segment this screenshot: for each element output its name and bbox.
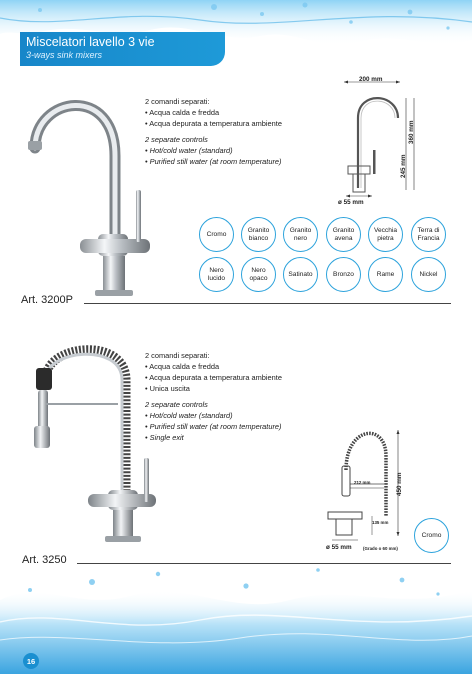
desc-line: 2 comandi separati: [145, 351, 210, 360]
desc-line: • Acqua depurata a temperatura ambiente [145, 119, 282, 128]
finish-swatch: Granito nero [283, 217, 318, 252]
finish-swatch: Granito avena [326, 217, 361, 252]
section-title-bar [20, 32, 225, 66]
desc-line: • Hot/cold water (standard) [145, 411, 233, 420]
section-title: Miscelatori lavello 3 vie [26, 35, 155, 49]
dim-height: 360 mm [408, 120, 415, 144]
dim-diameter-note: (Grado o 60 mm) [363, 546, 398, 551]
finish-swatch: Nero lucido [199, 257, 234, 292]
finish-swatch: Nickel [411, 257, 446, 292]
desc-line: • Acqua depurata a temperatura ambiente [145, 373, 282, 382]
desc-line: • Single exit [145, 433, 184, 442]
desc-line: • Purified still water (at room temperature) [145, 157, 282, 166]
desc-line: 2 separate controls [145, 400, 208, 409]
finish-swatch: Vecchia pietra [368, 217, 403, 252]
desc-line: • Unica uscita [145, 384, 190, 393]
page-number: 16 [23, 653, 39, 669]
desc-line: • Acqua calda e fredda [145, 362, 220, 371]
desc-line: • Hot/cold water (standard) [145, 146, 233, 155]
desc-line: • Purified still water (at room temperature) [145, 422, 282, 431]
dim-spout-height: 245 mm [400, 154, 407, 178]
faucet-3250-image [26, 340, 156, 555]
dim-diameter: ø 55 mm [326, 544, 352, 551]
finish-swatch: Cromo [414, 518, 449, 553]
finish-swatch: Cromo [199, 217, 234, 252]
dim-width: 200 mm [359, 76, 383, 83]
faucet-3200p-image [20, 86, 150, 301]
product1-description-it [145, 96, 282, 167]
article-code: Art. 3250 [22, 554, 67, 566]
section-subtitle: 3-ways sink mixers [26, 50, 103, 60]
desc-line: 2 separate controls [145, 135, 208, 144]
water-splash-bottom [0, 560, 472, 674]
product2-description [145, 350, 282, 443]
separator-line [84, 303, 451, 304]
finish-swatch: Satinato [283, 257, 318, 292]
desc-line: • Acqua calda e fredda [145, 108, 220, 117]
faucet-3200p-drawing [336, 78, 416, 208]
dim-diameter: ø 55 mm [338, 199, 364, 206]
desc-line: 2 comandi separati: [145, 97, 210, 106]
finish-swatch: Nero opaco [241, 257, 276, 292]
finish-swatch: Granito bianco [241, 217, 276, 252]
article-code: Art. 3200P [21, 294, 73, 306]
dim-base: 135 mm [372, 520, 389, 525]
finish-swatch: Rame [368, 257, 403, 292]
finish-swatch: Bronzo [326, 257, 361, 292]
dim-height: 450 mm [396, 472, 403, 496]
dim-reach: 212 mm [354, 480, 371, 485]
finish-swatch: Terra di Francia [411, 217, 446, 252]
